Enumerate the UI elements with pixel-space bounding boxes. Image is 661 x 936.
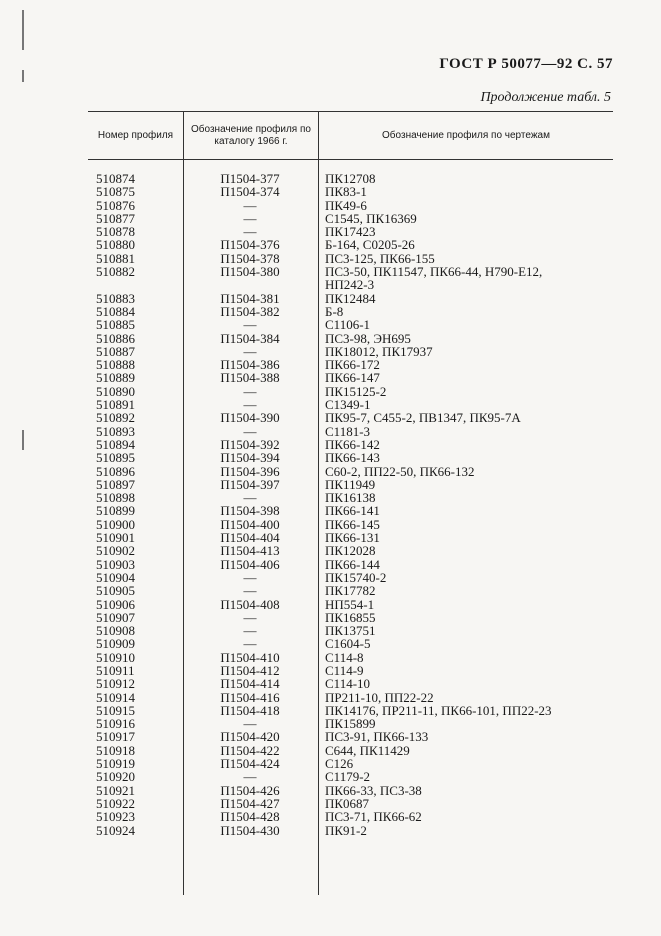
profile-number: 510923 [96,809,135,825]
drawing-designation: С114-8 [325,649,364,665]
profile-number: 510884 [96,303,135,319]
catalog-designation: — [243,769,257,785]
table-row [88,757,613,770]
catalog-designation: П1504-422 [220,742,280,758]
profile-number: 510902 [96,543,135,559]
table-row [88,611,613,624]
drawing-designation: ПК13751 [325,623,376,639]
profile-number: 510891 [96,397,135,413]
drawing-designation: ПК16138 [325,490,376,506]
catalog-designation: П1504-400 [220,516,280,532]
catalog-designation: — [243,636,257,652]
drawing-designation: С1604-5 [325,636,371,652]
catalog-designation: П1504-418 [220,702,280,718]
drawing-designation: НП554-1 [325,596,375,612]
profile-number: 510881 [96,250,135,266]
scan-mark [22,70,24,82]
table-row [88,824,613,837]
catalog-designation: П1504-384 [220,330,280,346]
table-row [88,664,613,677]
table-row [88,770,613,783]
table-row [88,451,613,464]
drawing-designation: ПК11949 [325,476,376,492]
catalog-designation: П1504-382 [220,303,280,319]
catalog-designation: П1504-413 [220,543,280,559]
drawing-designation: ПС3-98, ЭН695 [325,330,411,346]
profile-number: 510915 [96,702,135,718]
profile-number: 510882 [96,264,135,280]
catalog-designation: П1504-388 [220,370,280,386]
catalog-designation: П1504-398 [220,503,280,519]
table-row [88,571,613,584]
profile-number: 510876 [96,197,135,213]
table-row [88,212,613,225]
drawing-designation: ПК17423 [325,224,376,240]
table-continuation-label: Продолжение табл. 5 [480,90,611,105]
profile-number: 510886 [96,330,135,346]
table-row [88,225,613,238]
drawing-designation: С126 [325,756,354,772]
drawing-designation: ПС3-71, ПК66-62 [325,809,422,825]
profile-number: 510906 [96,596,135,612]
drawing-designation: ПК14176, ПР211-11, ПК66-101, ПП22-23 [325,702,552,718]
catalog-designation: — [243,716,257,732]
drawing-designation: ПС3-50, ПК11547, ПК66-44, Н790-Е12, НП242-3 [325,264,543,293]
catalog-designation: — [243,197,257,213]
table-header [88,111,613,160]
table-row [88,584,613,597]
profile-number: 510907 [96,609,135,625]
drawing-designation: ПК83-1 [325,184,367,200]
catalog-designation: П1504-408 [220,596,280,612]
drawing-designation: С1181-3 [325,423,371,439]
table-row [88,318,613,331]
table-row [88,677,613,690]
profile-number: 510893 [96,423,135,439]
table-row [88,651,613,664]
profile-number: 510908 [96,623,135,639]
table-row [88,531,613,544]
drawing-designation: ПК66-143 [325,450,380,466]
column-header-number: Номер профиля [88,112,184,159]
profile-number: 510904 [96,569,135,585]
drawing-designation: ПК15899 [325,716,376,732]
catalog-designation: — [243,317,257,333]
table-row [88,371,613,384]
drawing-designation: ПК66-33, ПС3-38 [325,782,422,798]
drawing-designation: ПК66-142 [325,436,380,452]
profile-number: 510894 [96,436,135,452]
profile-number: 510911 [96,662,135,678]
profile-number: 510896 [96,463,135,479]
catalog-designation: П1504-392 [220,436,280,452]
table-row [88,810,613,823]
drawing-designation: С1545, ПК16369 [325,210,417,226]
catalog-designation: П1504-377 [220,171,280,186]
catalog-designation: П1504-376 [220,237,280,253]
table-row [88,744,613,757]
drawing-designation: ПК12708 [325,171,376,186]
catalog-designation: — [243,397,257,413]
catalog-designation: П1504-386 [220,357,280,373]
profile-number: 510916 [96,716,135,732]
drawing-designation: ПК12028 [325,543,376,559]
table-row [88,504,613,517]
drawing-designation: ПК95-7, С455-2, ПВ1347, ПК95-7А [325,410,521,426]
profile-number: 510922 [96,795,135,811]
profile-number: 510903 [96,556,135,572]
profile-number: 510875 [96,184,135,200]
catalog-designation: П1504-412 [220,662,280,678]
table-row [88,544,613,557]
drawing-designation: ПК49-6 [325,197,367,213]
table-row [88,172,613,185]
catalog-designation: П1504-414 [220,676,280,692]
profile-table [88,111,613,837]
table-row [88,185,613,198]
drawing-designation: Б-8 [325,303,344,319]
drawing-designation: ПК66-141 [325,503,380,519]
catalog-designation: П1504-397 [220,476,280,492]
drawing-designation: ПК17782 [325,583,376,599]
catalog-designation: П1504-394 [220,450,280,466]
catalog-designation: П1504-427 [220,795,280,811]
profile-number: 510878 [96,224,135,240]
profile-number: 510890 [96,383,135,399]
drawing-designation: ПС3-91, ПК66-133 [325,729,429,745]
table-row [88,385,613,398]
drawing-designation: ПК66-147 [325,370,380,386]
profile-number: 510895 [96,450,135,466]
catalog-designation: — [243,383,257,399]
drawing-designation: Б-164, С0205-26 [325,237,415,253]
drawing-designation: ПК18012, ПК17937 [325,343,433,359]
table-row [88,518,613,531]
scan-mark [22,430,24,450]
catalog-designation: П1504-406 [220,556,280,572]
drawing-designation: ПК15125-2 [325,383,387,399]
catalog-designation: — [243,224,257,240]
table-body [88,160,613,837]
profile-number: 510897 [96,476,135,492]
profile-number: 510921 [96,782,135,798]
drawing-designation: ПК66-172 [325,357,380,373]
drawing-designation: ПК16855 [325,609,376,625]
table-row [88,305,613,318]
catalog-designation: — [243,490,257,506]
drawing-designation: ПК0687 [325,795,370,811]
table-row [88,425,613,438]
profile-number: 510912 [96,676,135,692]
drawing-designation: ПС3-125, ПК66-155 [325,250,435,266]
table-row [88,238,613,251]
drawing-designation: ПР211-10, ПП22-22 [325,689,434,705]
table-row [88,717,613,730]
profile-number: 510900 [96,516,135,532]
table-row [88,598,613,611]
catalog-designation: — [243,609,257,625]
table-row [88,491,613,504]
catalog-designation: П1504-404 [220,530,280,546]
table-row [88,252,613,265]
table-row [88,704,613,717]
profile-number: 510905 [96,583,135,599]
drawing-designation: ПК66-145 [325,516,380,532]
catalog-designation: П1504-420 [220,729,280,745]
drawing-designation: С114-9 [325,662,364,678]
profile-number: 510889 [96,370,135,386]
catalog-designation: П1504-430 [220,822,280,838]
table-row [88,624,613,637]
catalog-designation: П1504-380 [220,264,280,280]
drawing-designation: С1349-1 [325,397,371,413]
profile-number: 510888 [96,357,135,373]
drawing-designation: С1179-2 [325,769,371,785]
table-row [88,691,613,704]
profile-number: 510883 [96,290,135,306]
catalog-designation: — [243,569,257,585]
profile-number: 510901 [96,530,135,546]
table-row [88,797,613,810]
catalog-designation: П1504-424 [220,756,280,772]
profile-number: 510877 [96,210,135,226]
catalog-designation: П1504-374 [220,184,280,200]
profile-number: 510874 [96,171,135,186]
table-row [88,292,613,305]
table-row [88,345,613,358]
column-header-catalog: Обозначение профиля по каталогу 1966 г. [184,112,319,159]
profile-number: 510885 [96,317,135,333]
catalog-designation: — [243,343,257,359]
drawing-designation: ПК91-2 [325,822,367,838]
catalog-designation: — [243,583,257,599]
table-row [88,784,613,797]
profile-number: 510914 [96,689,135,705]
profile-number: 510899 [96,503,135,519]
catalog-designation: П1504-416 [220,689,280,705]
catalog-designation: П1504-381 [220,290,280,306]
profile-number: 510918 [96,742,135,758]
drawing-designation: ПК15740-2 [325,569,387,585]
table-row [88,332,613,345]
profile-number: 510924 [96,822,135,838]
table-row [88,478,613,491]
table-row [88,465,613,478]
table-row [88,265,613,292]
drawing-designation: ПК12484 [325,290,376,306]
table-row [88,730,613,743]
table-row [88,637,613,650]
profile-number: 510910 [96,649,135,665]
drawing-designation: С1106-1 [325,317,371,333]
table-row [88,199,613,212]
profile-number: 510920 [96,769,135,785]
profile-number: 510887 [96,343,135,359]
catalog-designation: — [243,210,257,226]
column-header-drawing: Обозначение профиля по чертежам [382,129,550,141]
catalog-designation: П1504-390 [220,410,280,426]
profile-number: 510917 [96,729,135,745]
catalog-designation: П1504-378 [220,250,280,266]
catalog-designation: П1504-396 [220,463,280,479]
catalog-designation: П1504-410 [220,649,280,665]
profile-number: 510919 [96,756,135,772]
drawing-designation: С60-2, ПП22-50, ПК66-132 [325,463,475,479]
catalog-designation: — [243,423,257,439]
drawing-designation: ПК66-131 [325,530,380,546]
profile-number: 510898 [96,490,135,506]
drawing-designation: С114-10 [325,676,371,692]
profile-number: 510880 [96,237,135,253]
catalog-designation: П1504-426 [220,782,280,798]
drawing-designation: С644, ПК11429 [325,742,410,758]
catalog-designation: П1504-428 [220,809,280,825]
profile-number: 510909 [96,636,135,652]
table-row [88,398,613,411]
page-header: ГОСТ Р 50077—92 С. 57 [439,56,613,72]
scan-mark [22,10,24,50]
table-row [88,411,613,424]
catalog-designation: — [243,623,257,639]
drawing-designation: ПК66-144 [325,556,380,572]
table-row [88,438,613,451]
table-row [88,558,613,571]
profile-number: 510892 [96,410,135,426]
table-row [88,358,613,371]
